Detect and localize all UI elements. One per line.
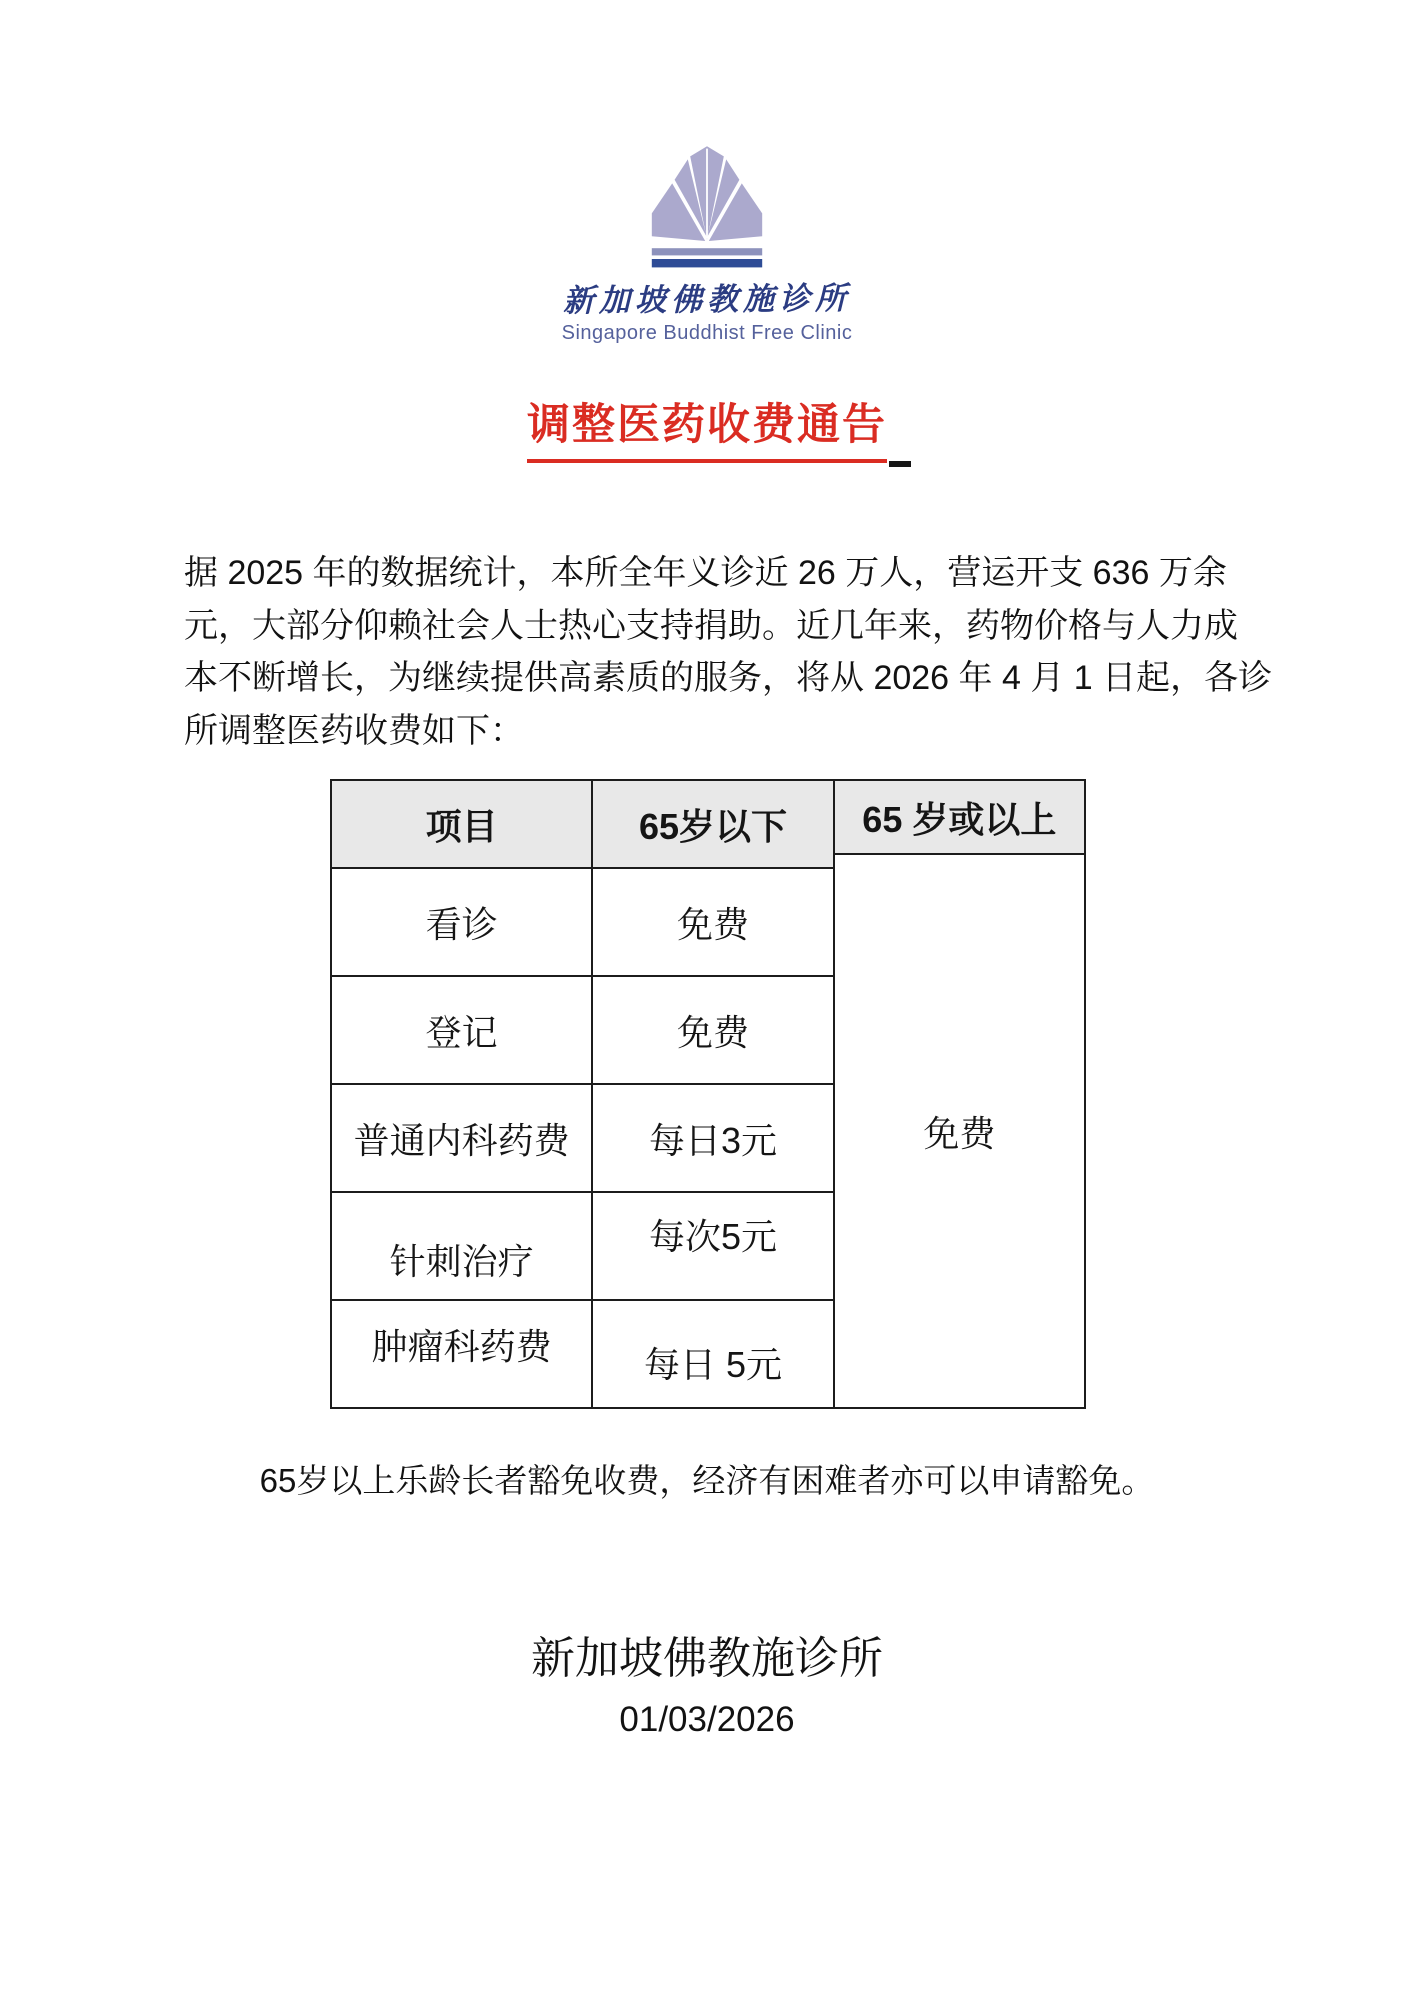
- row-item: 登记: [331, 976, 592, 1084]
- table-row: [331, 868, 834, 976]
- exemption-note: 65岁以上乐龄长者豁免收费，经济有困难者亦可以申请豁免。: [259, 1462, 1155, 1499]
- row-under65-value: 免费: [592, 976, 833, 1084]
- header-over65: 65 岁或以上: [835, 781, 1084, 855]
- intro-paragraph: [184, 547, 1414, 757]
- lotus-fan-icon: [647, 146, 767, 270]
- row-under65-value: 每次5元: [592, 1192, 833, 1300]
- fee-table: [330, 779, 1086, 1409]
- row-item: 针刺治疗: [331, 1192, 592, 1300]
- logo-english-name: Singapore Buddhist Free Clinic: [561, 322, 853, 344]
- notice-title-row: [0, 391, 1414, 463]
- row-item: 普通内科药费: [331, 1084, 592, 1192]
- intro-line: 本不断增长，为继续提供高素质的服务，将从 2026 年 4 月 1 日起，各诊: [184, 659, 1273, 697]
- fee-table-over65-column: [835, 779, 1086, 1409]
- header-item: 项目: [331, 780, 592, 868]
- fee-table-left-columns: [330, 779, 835, 1409]
- logo-chinese-name: 新加坡佛教施诊所: [562, 280, 852, 320]
- row-item: 看诊: [331, 868, 592, 976]
- notice-title: [527, 391, 887, 463]
- row-item: 肿瘤科药费: [331, 1300, 592, 1408]
- table-row: [331, 1300, 834, 1408]
- table-row: [331, 1192, 834, 1300]
- footer-organization: 新加坡佛教施诊所: [531, 1634, 883, 1683]
- intro-line: 据 2025 年的数据统计，本所全年义诊近 26 万人，营运开支 636 万余: [184, 554, 1227, 592]
- intro-line: 所调整医药收费如下：: [184, 711, 524, 750]
- table-row: [331, 1084, 834, 1192]
- over65-merged-value: 免费: [835, 855, 1084, 1407]
- notice-title-text: 调整医药收费通告: [527, 391, 887, 463]
- header-under65: 65岁以下: [592, 780, 833, 868]
- row-under65-value: 免费: [592, 868, 833, 976]
- title-underline-tail: [889, 461, 911, 467]
- intro-line: 元，大部分仰赖社会人士热心支持捐助。近几年来，药物价格与人力成: [184, 606, 1238, 645]
- row-under65-value: 每日3元: [592, 1084, 833, 1192]
- clinic-logo: [0, 0, 1414, 345]
- row-under65-value: 每日 5元: [592, 1300, 833, 1408]
- footer-date: 01/03/2026: [619, 1700, 795, 1739]
- document-footer: [0, 1622, 1414, 1740]
- table-row: [331, 976, 834, 1084]
- table-header-row: [331, 780, 834, 868]
